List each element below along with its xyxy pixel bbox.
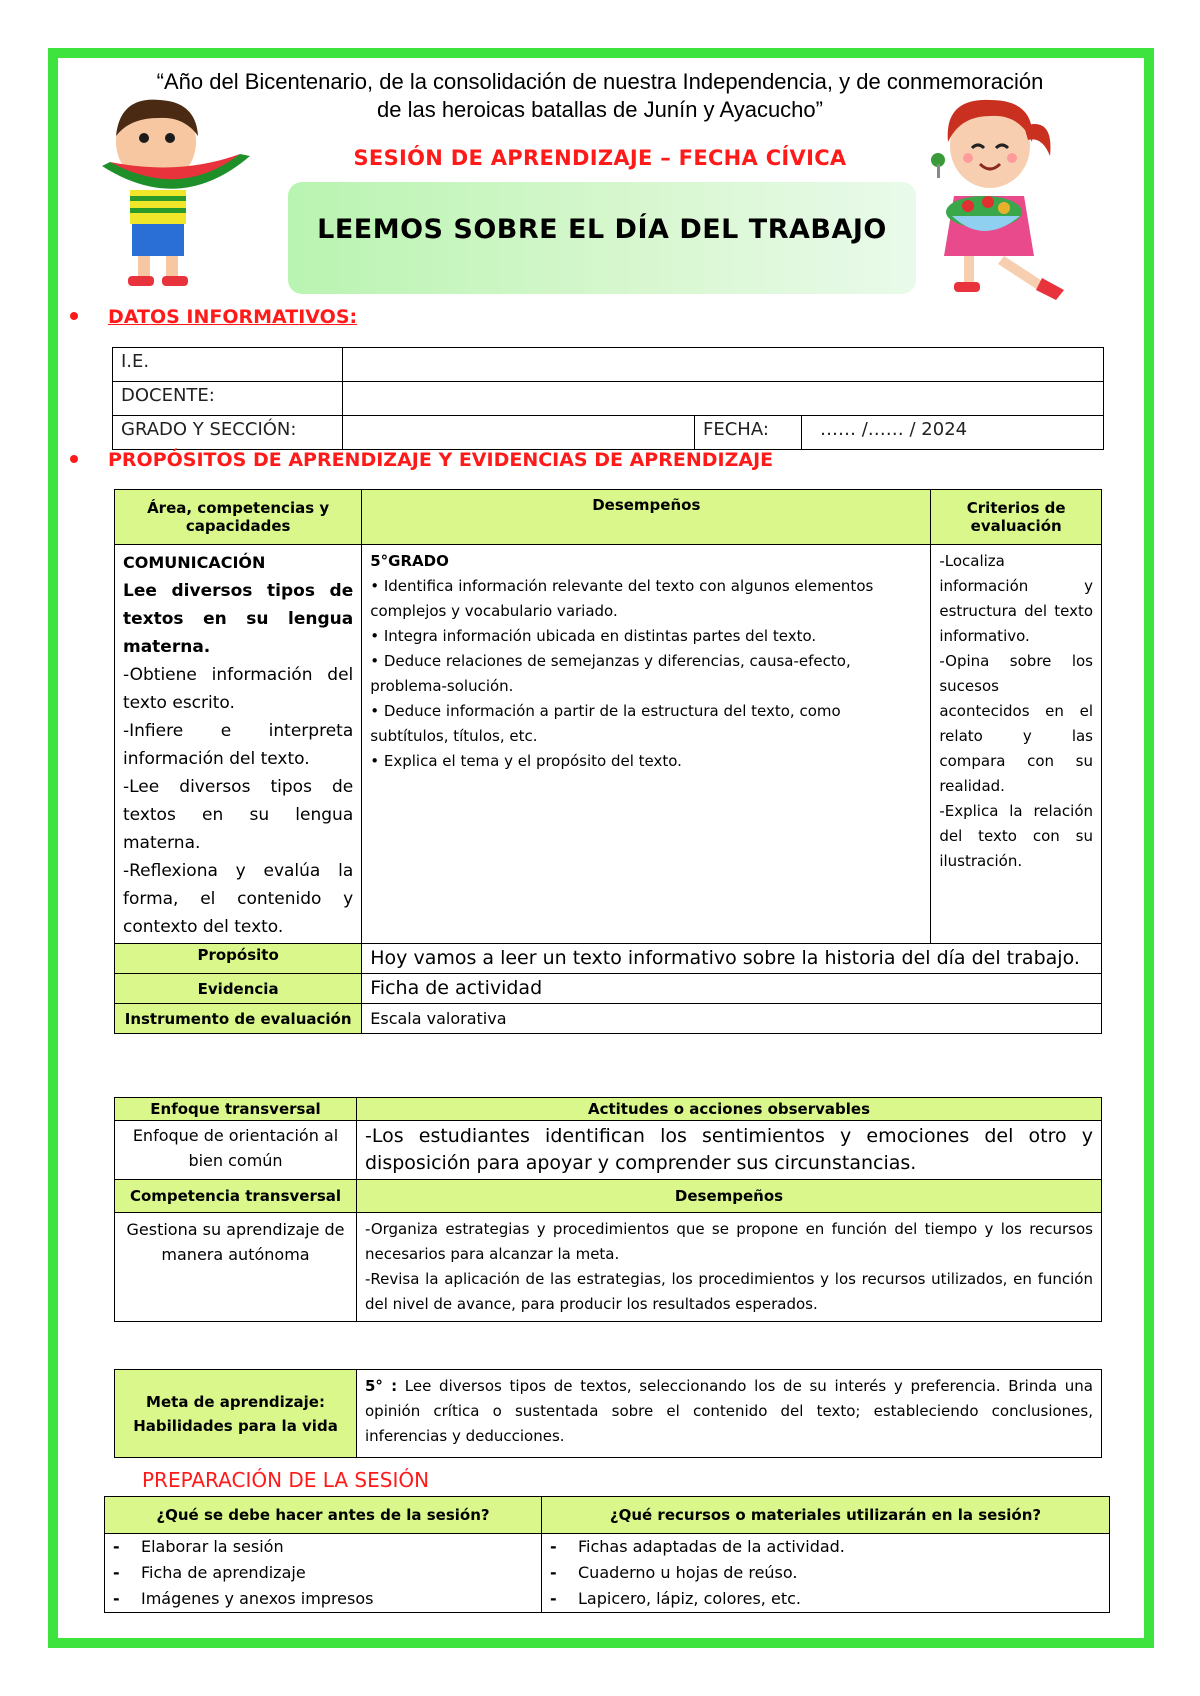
capacidad: -Reflexiona y evalúa la forma, el contenido y contexto del texto.: [123, 861, 354, 937]
propositos-table: [114, 489, 1102, 1034]
desempeno-item: -Organiza estrategias y procedimientos que se propone en función del tiempo y los recursos necesarios para alcanzar la meta.: [365, 1220, 1093, 1263]
docente-value: [343, 382, 1104, 416]
recursos-cell: [542, 1534, 1110, 1613]
meta-label: Meta de aprendizaje: Habilidades para la vida: [115, 1370, 357, 1458]
capacidad: -Obtiene información del texto escrito.: [123, 665, 354, 713]
desempeno-item: • Identifica información relevante del texto con algunos elementos complejos y vocabulario variado.: [370, 577, 874, 620]
desempeno-item: • Deduce relaciones de semejanzas y diferencias, causa-efecto, problema-solución.: [370, 652, 851, 695]
evidencia-label: Evidencia: [115, 974, 362, 1004]
propositos-heading: PROPÓSITOS DE APRENDIZAJE Y EVIDENCIAS DE APRENDIZAJE: [70, 449, 773, 471]
grado-label: GRADO Y SECCIÓN:: [113, 416, 343, 450]
actitudes-value: -Los estudiantes identifican los sentimientos y emociones del otro y disposición para apoyar y comprender sus circunstancias.: [357, 1121, 1102, 1180]
area-name: COMUNICACIÓN: [123, 553, 266, 572]
list-item: - Cuaderno u hojas de reúso.: [542, 1560, 1109, 1586]
list-item: - Imágenes y anexos impresos: [105, 1586, 541, 1612]
datos-heading: DATOS INFORMATIVOS:: [70, 306, 357, 328]
enfoque-table: [114, 1097, 1102, 1322]
docente-label: DOCENTE:: [113, 382, 343, 416]
antes-cell: [105, 1534, 542, 1613]
proposito-label: Propósito: [115, 944, 362, 974]
grado-label: 5°GRADO: [370, 552, 449, 570]
title-box: [288, 182, 916, 294]
col-criterios: Criterios de evaluación: [931, 490, 1102, 545]
boy-watermelon-illustration: [100, 96, 260, 292]
capacidad: -Lee diversos tipos de textos en su lengua materna.: [123, 777, 354, 853]
desempeno-item: • Explica el tema y el propósito del texto.: [370, 752, 682, 770]
meta-cell: [357, 1370, 1102, 1458]
meta-grado: 5° :: [365, 1377, 398, 1395]
fecha-label: FECHA:: [695, 416, 802, 450]
ie-value: [343, 348, 1104, 382]
competencia: Lee diversos tipos de textos en su lengua materna.: [123, 581, 354, 657]
col-competencia: Competencia transversal: [115, 1180, 357, 1213]
bullet-icon: [70, 455, 78, 463]
list-item: - Elaborar la sesión: [105, 1534, 541, 1560]
fecha-value: …… /…… / 2024: [802, 416, 1104, 450]
broccoli-fork-icon: [928, 150, 958, 180]
evidencia-value: Ficha de actividad: [362, 974, 1102, 1004]
desempeno-item: -Revisa la aplicación de las estrategias, los procedimientos y los recursos utilizados, en función del nivel de avance, para producir los resultados esperados.: [365, 1270, 1093, 1313]
grado-value: [343, 416, 695, 450]
girl-salad-illustration: [924, 96, 1070, 302]
col-actitudes: Actitudes o acciones observables: [357, 1098, 1102, 1121]
capacidad: -Infiere e interpreta información del texto.: [123, 721, 354, 769]
datos-table: [112, 347, 1104, 450]
list-item: - Ficha de aprendizaje: [105, 1560, 541, 1586]
criterio-item: -Localiza información y estructura del texto informativo.: [939, 552, 1093, 645]
proposito-value: Hoy vamos a leer un texto informativo sobre la historia del día del trabajo.: [362, 944, 1102, 974]
session-type: SESIÓN DE APRENDIZAJE – FECHA CÍVICA: [353, 146, 847, 170]
col-recursos: ¿Qué recursos o materiales utilizarán en la sesión?: [542, 1497, 1110, 1534]
preparacion-heading: PREPARACIÓN DE LA SESIÓN: [142, 1468, 430, 1492]
col-area: Área, competencias y capacidades: [115, 490, 362, 545]
criterios-cell: [931, 545, 1102, 944]
competencia-value: Gestiona su aprendizaje de manera autónoma: [115, 1213, 357, 1322]
list-item: - Fichas adaptadas de la actividad.: [542, 1534, 1109, 1560]
motto: “Año del Bicentenario, de la consolidación de nuestra Independencia, y de conmemoración de las heroicas batallas de Junín y Ayacucho”: [156, 69, 1044, 122]
desempeno-item: • Deduce información a partir de la estructura del texto, como subtítulos, títulos, etc.: [370, 702, 841, 745]
meta-table: [114, 1369, 1102, 1458]
instrumento-value: Escala valorativa: [362, 1004, 1102, 1034]
bullet-icon: [70, 312, 78, 320]
list-item: - Lapicero, lápiz, colores, etc.: [542, 1586, 1109, 1612]
preparacion-table: [104, 1496, 1110, 1613]
criterio-item: -Explica la relación del texto con su ilustración.: [939, 802, 1093, 870]
col-antes: ¿Qué se debe hacer antes de la sesión?: [105, 1497, 542, 1534]
col-enfoque: Enfoque transversal: [115, 1098, 357, 1121]
meta-text: Lee diversos tipos de textos, seleccionando los de su interés y preferencia. Brinda una opinión crítica o sustentada sobre el contenido del texto; estableciendo conclusiones, inferencias y deducciones.: [365, 1377, 1093, 1445]
page-title: LEEMOS SOBRE EL DÍA DEL TRABAJO: [317, 213, 887, 245]
desempenos-cell: [362, 545, 931, 944]
enfoque-value: Enfoque de orientación al bien común: [115, 1121, 357, 1180]
col-desempenos: Desempeños: [362, 490, 931, 545]
criterio-item: -Opina sobre los sucesos acontecidos en el relato y las compara con su realidad.: [939, 652, 1093, 795]
area-cell: [115, 545, 362, 944]
col-desempenos: Desempeños: [357, 1180, 1102, 1213]
desempenos-cell: [357, 1213, 1102, 1322]
ie-label: I.E.: [113, 348, 343, 382]
instrumento-label: Instrumento de evaluación: [115, 1004, 362, 1034]
desempeno-item: • Integra información ubicada en distintas partes del texto.: [370, 627, 817, 645]
